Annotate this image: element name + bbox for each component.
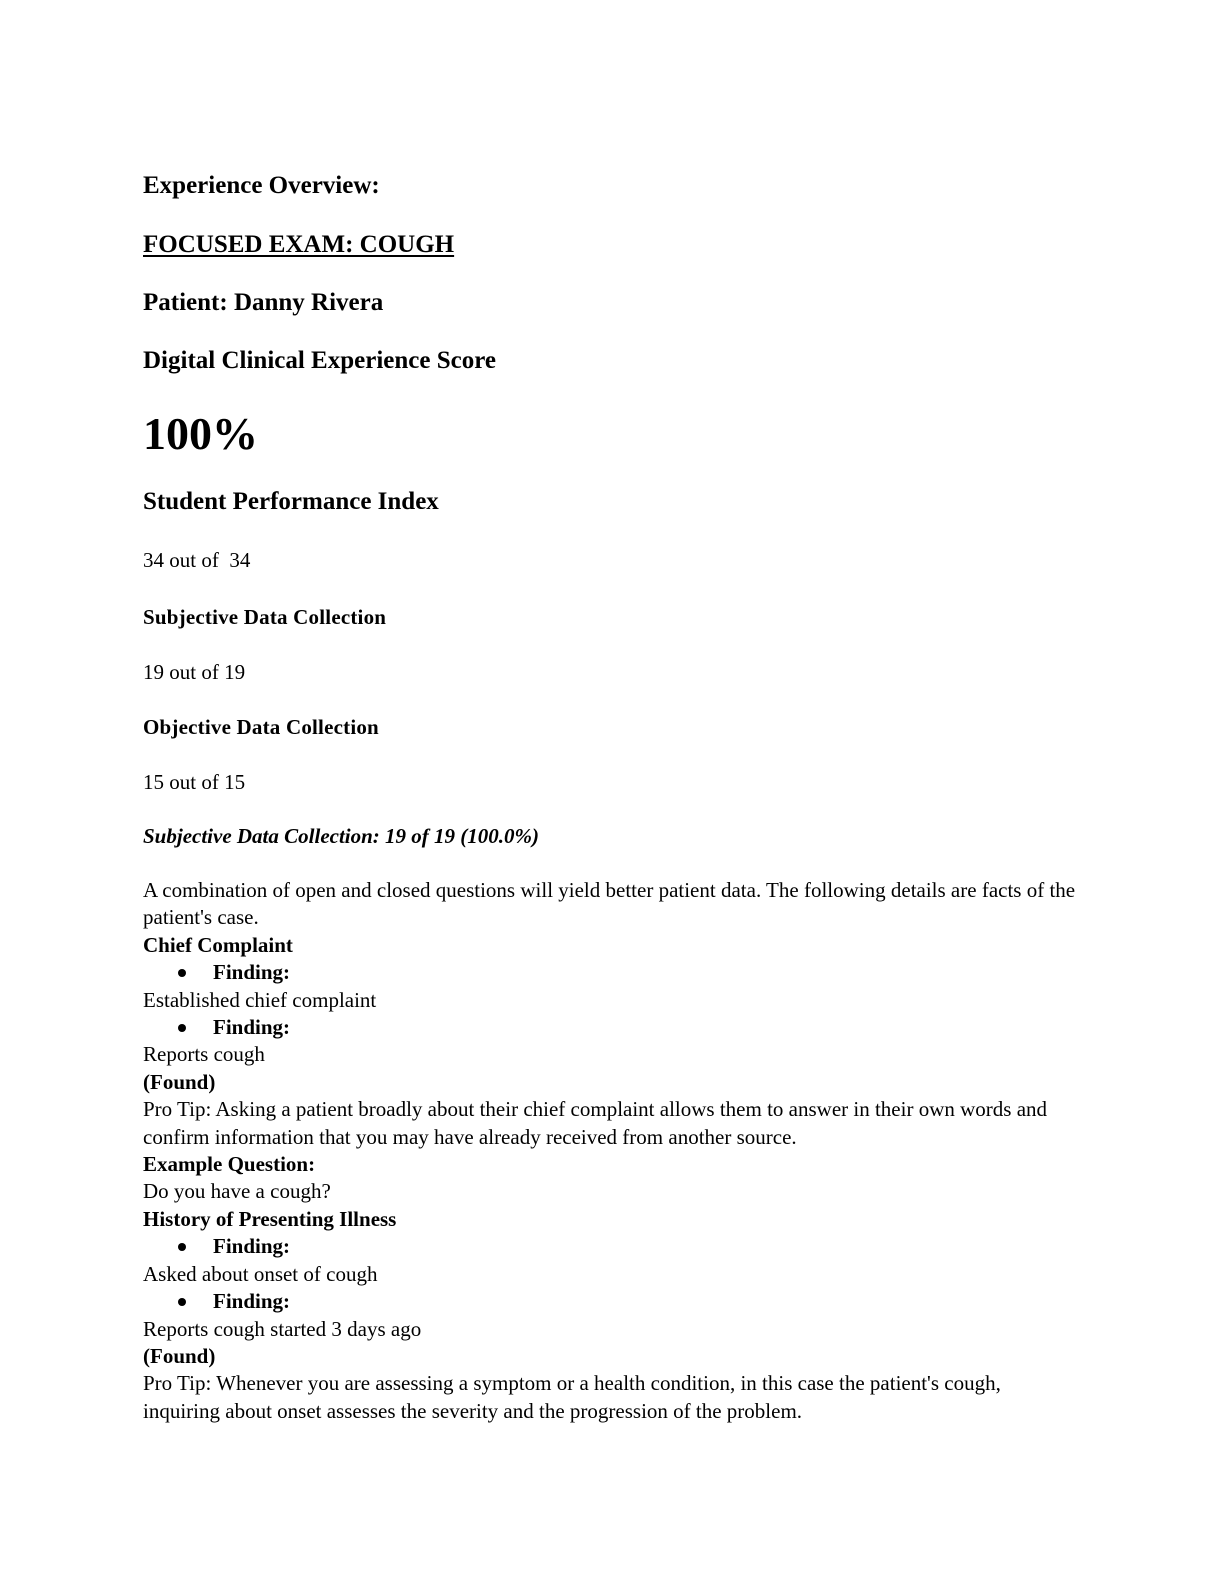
finding-list xyxy=(143,1288,1083,1315)
category-title: History of Presenting Illness xyxy=(143,1206,397,1231)
spi-label: Student Performance Index xyxy=(143,488,439,515)
found-status: (Found) xyxy=(143,1069,216,1094)
section-heading: Subjective Data Collection: 19 of 19 (100.0%) xyxy=(143,824,540,848)
finding-label: Finding: xyxy=(143,1014,1083,1041)
finding-list xyxy=(143,959,1083,986)
overview-label: Experience Overview: xyxy=(143,172,380,199)
finding-text: Reports cough xyxy=(143,1042,265,1067)
finding-text: Established chief complaint xyxy=(143,987,377,1012)
finding-label: Finding: xyxy=(143,959,1083,986)
finding-list xyxy=(143,1233,1083,1260)
finding-list xyxy=(143,1014,1083,1041)
subjective-value: 19 out of 19 xyxy=(143,660,246,684)
patient-name: Patient: Danny Rivera xyxy=(143,289,384,316)
finding-label: Finding: xyxy=(143,1233,1083,1260)
exam-title: FOCUSED EXAM: COUGH xyxy=(143,231,455,258)
finding-text: Asked about onset of cough xyxy=(143,1261,378,1286)
subjective-label: Subjective Data Collection xyxy=(143,605,387,629)
objective-label: Objective Data Collection xyxy=(143,715,379,739)
objective-value: 15 out of 15 xyxy=(143,770,246,794)
findings-body xyxy=(143,877,1083,1425)
finding-label: Finding: xyxy=(143,1288,1083,1315)
spi-value: 34 out of 34 xyxy=(143,548,251,572)
intro-text: A combination of open and closed questions will yield better patient data. The following details are facts of the patient's case. xyxy=(143,878,1076,930)
example-question: Do you have a cough? xyxy=(143,1179,331,1204)
finding-text: Reports cough started 3 days ago xyxy=(143,1316,422,1341)
found-status: (Found) xyxy=(143,1343,216,1368)
pro-tip: Pro Tip: Asking a patient broadly about their chief complaint allows them to answer in their own words and confirm information that you may have already received from another source. xyxy=(143,1097,1048,1149)
score-label: Digital Clinical Experience Score xyxy=(143,347,496,374)
category-title: Chief Complaint xyxy=(143,932,293,957)
pro-tip: Pro Tip: Whenever you are assessing a symptom or a health condition, in this case the patient's cough, inquiring about onset assesses the severity and the progression of the problem. xyxy=(143,1371,1001,1423)
score-value: 100% xyxy=(143,408,258,459)
example-question-label: Example Question: xyxy=(143,1152,316,1177)
